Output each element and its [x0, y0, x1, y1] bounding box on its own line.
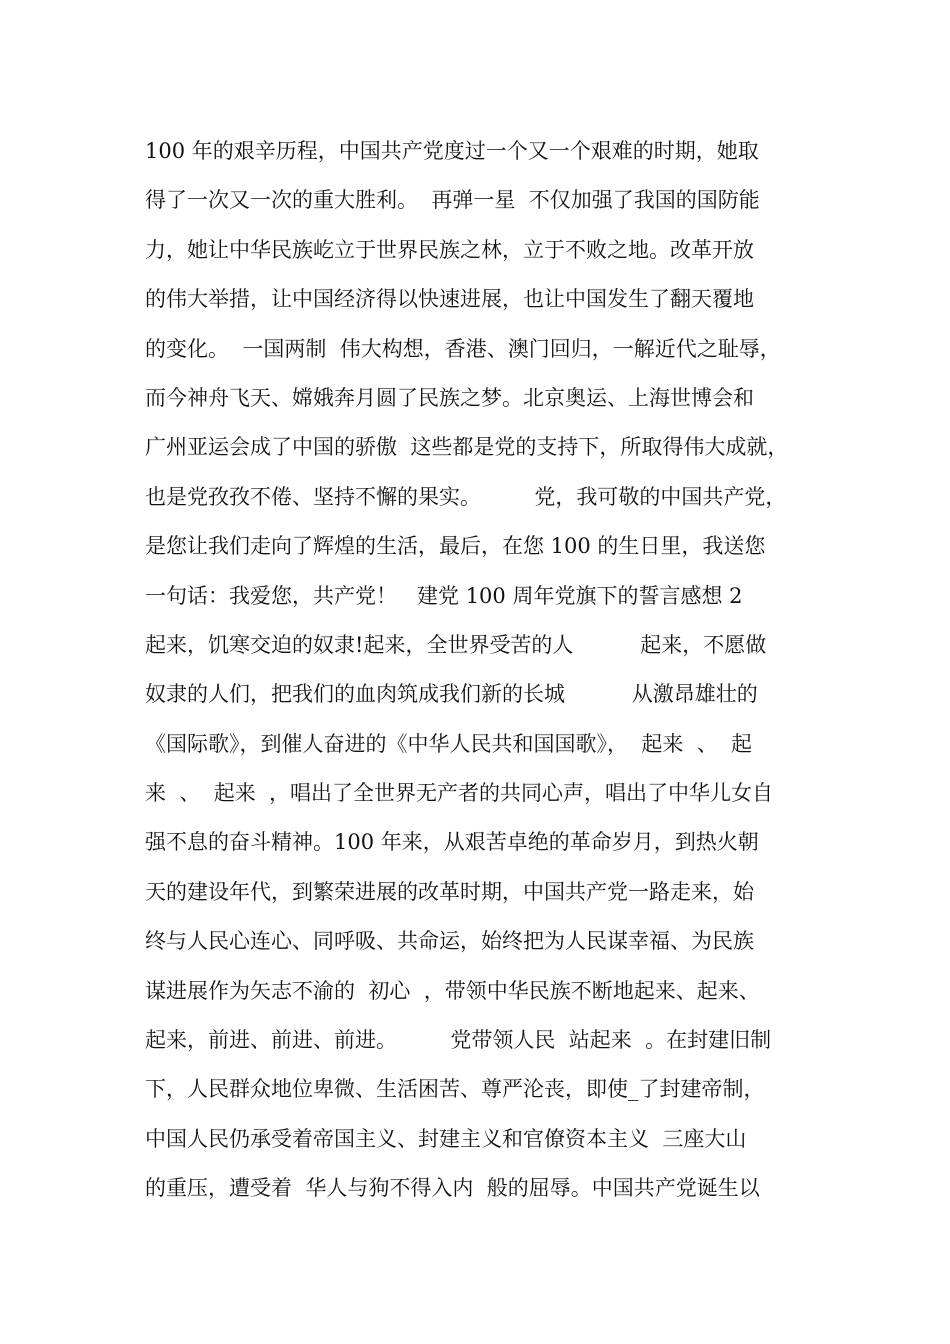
text-line: 《国际歌》，到催人奋进的《中华人民共和国国歌》， 起来 、 起 — [145, 731, 753, 756]
text-line: 终与人民心连心、同呼吸、共命运，始终把为人民谋幸福、为民族 — [145, 929, 754, 954]
text-line: 的伟大举措，让中国经济得以快速进展，也让中国发生了翻天覆地 — [145, 287, 754, 312]
text-line: 下，人民群众地位卑微、生活困苦、尊严沦丧，即使_了封建帝制， — [145, 1077, 765, 1102]
text-line: 也是党孜孜不倦、坚持不懈的果实。 党，我可敬的中国共产党， — [145, 484, 787, 509]
text-line: 谋进展作为矢志不渝的 初心 ，带领中华民族不断地起来、起来、 — [145, 978, 760, 1003]
text-line: 力，她让中华民族屹立于世界民族之林，立于不败之地。改革开放 — [145, 237, 754, 262]
text-line: 100 年的艰辛历程，中国共产党度过一个又一个艰难的时期，她取 — [145, 139, 759, 163]
text-line: 是您让我们走向了辉煌的生活，最后，在您 100 的生日里，我送您 — [145, 534, 766, 559]
text-line: 中国人民仍承受着帝国主义、封建主义和官僚资本主义 三座大山 — [145, 1126, 747, 1151]
text-line: 的重压，遭受着 华人与狗不得入内 般的屈辱。中国共产党诞生以 — [145, 1176, 760, 1201]
text-line: 来 、 起来 ，唱出了全世界无产者的共同心声，唱出了中华儿女自 — [145, 781, 774, 806]
body-text — [145, 131, 825, 1218]
text-line: 奴隶的人们，把我们的血肉筑成我们新的长城 从激昂雄壮的 — [145, 682, 758, 707]
text-line: 而今神舟飞天、嫦娥奔月圆了民族之梦。北京奥运、上海世博会和 — [145, 385, 754, 410]
text-line: 起来，前进、前进、前进。 党带领人民 站起来 。在封建旧制 — [145, 1028, 772, 1053]
text-line: 一句话：我爱您，共产党！ 建党 100 周年党旗下的誓言感想 2 — [145, 583, 743, 608]
text-line: 的变化。 一国两制 伟大构想，香港、澳门回归，一解近代之耻辱， — [145, 336, 781, 361]
text-line: 起来，饥寒交迫的奴隶!起来，全世界受苦的人 起来，不愿做 — [145, 632, 767, 657]
text-line: 广州亚运会成了中国的骄傲 这些都是党的支持下，所取得伟大成就， — [145, 435, 789, 460]
text-line: 得了一次又一次的重大胜利。 再弹一星 不仅加强了我国的国防能 — [145, 188, 760, 213]
text-line: 强不息的奋斗精神。100 年来，从艰苦卓绝的革命岁月，到热火朝 — [145, 830, 759, 855]
text-line: 天的建设年代，到繁荣进展的改革时期，中国共产党一路走来，始 — [145, 879, 754, 904]
